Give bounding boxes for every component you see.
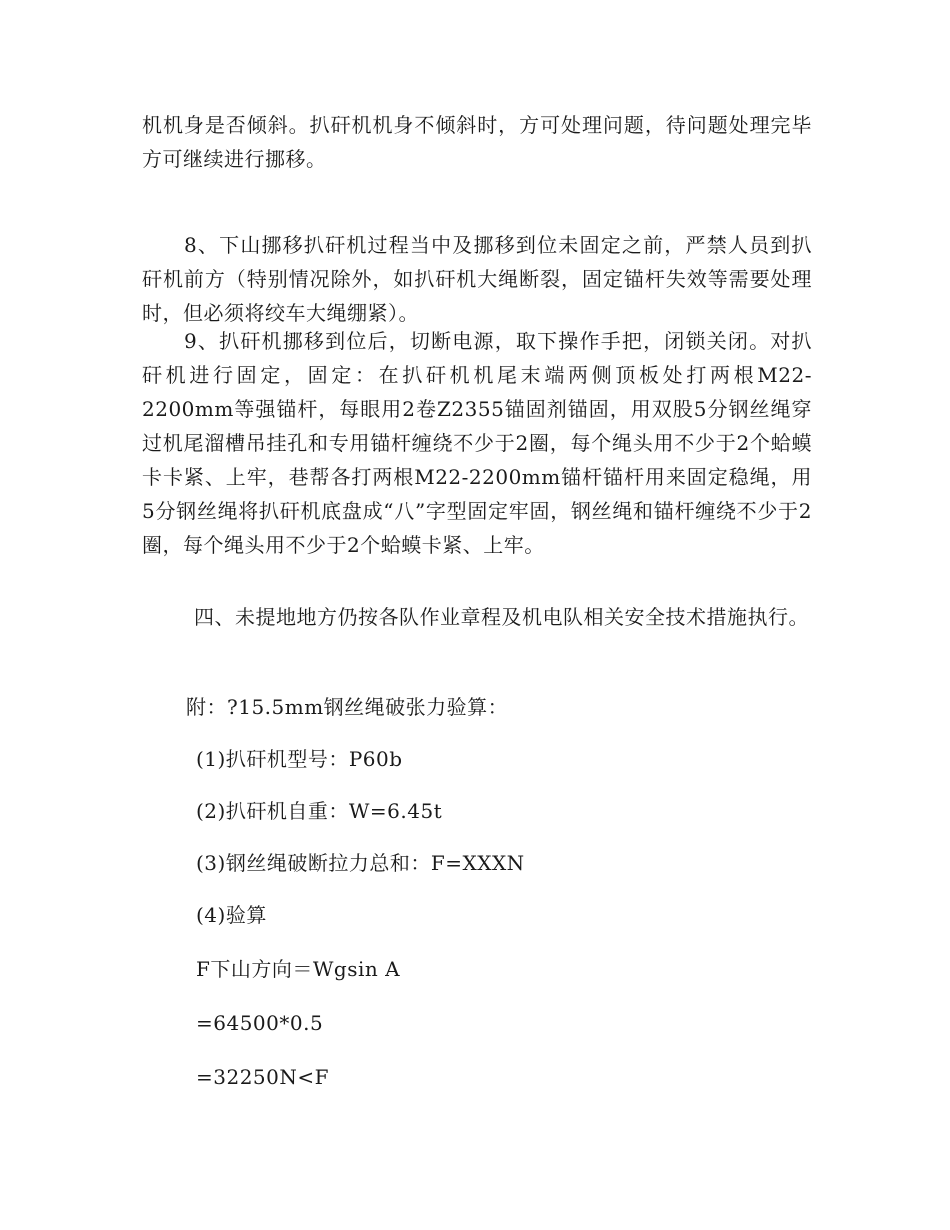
paragraph-continuation: 机机身是否倾斜。扒矸机机身不倾斜时，方可处理问题，待问题处理完毕方可继续进行挪移。 — [142, 113, 812, 171]
appendix-title: 附：?15.5mm钢丝绳破张力验算： — [186, 695, 509, 719]
spec-item-weight: (2)扒矸机自重：W=6.45t — [196, 799, 443, 823]
paragraph-item-9: 9、扒矸机挪移到位后，切断电源，取下操作手把，闭锁关闭。对扒矸机进行固定，固定：在扒矸机机尾末端两侧顶板处打两根M22-2200mm等强锚杆，每眼用2卷Z2355锚固剂锚固，用双股5分钢丝绳穿过机尾溜槽吊挂孔和专用锚杆缠绕不少于2圈，每个绳头用不少于2个蛤蟆卡卡紧、上牢，巷帮各打两根M22-2200mm锚杆锚杆用来固定稳绳，用5分钢丝绳将扒矸机底盘成“八”字型固定牢固，钢丝绳和锚杆缠绕不少于2圈，每个绳头用不少于2个蛤蟆卡紧、上牢。 — [142, 329, 812, 557]
paragraph-section-4: 四、未提地地方仍按各队作业章程及机电队相关安全技术措施执行。 — [194, 605, 809, 629]
spec-item-model: (1)扒矸机型号：P60b — [196, 747, 403, 771]
spec-item-breaking-force: (3)钢丝绳破断拉力总和：F=XXXN — [196, 851, 525, 875]
calculation-result: =32250N<F — [196, 1065, 330, 1089]
calculation-formula: F下山方向＝Wgsin A — [196, 957, 401, 981]
paragraph-item-8: 8、下山挪移扒矸机过程当中及挪移到位未固定之前，严禁人员到扒矸机前方（特别情况除外，如扒矸机大绳断裂，固定锚杆失效等需要处理时，但必须将绞车大绳绷紧）。 — [142, 233, 812, 325]
calculation-step-1: =64500*0.5 — [196, 1011, 324, 1035]
spec-item-verification: (4)验算 — [196, 903, 267, 927]
